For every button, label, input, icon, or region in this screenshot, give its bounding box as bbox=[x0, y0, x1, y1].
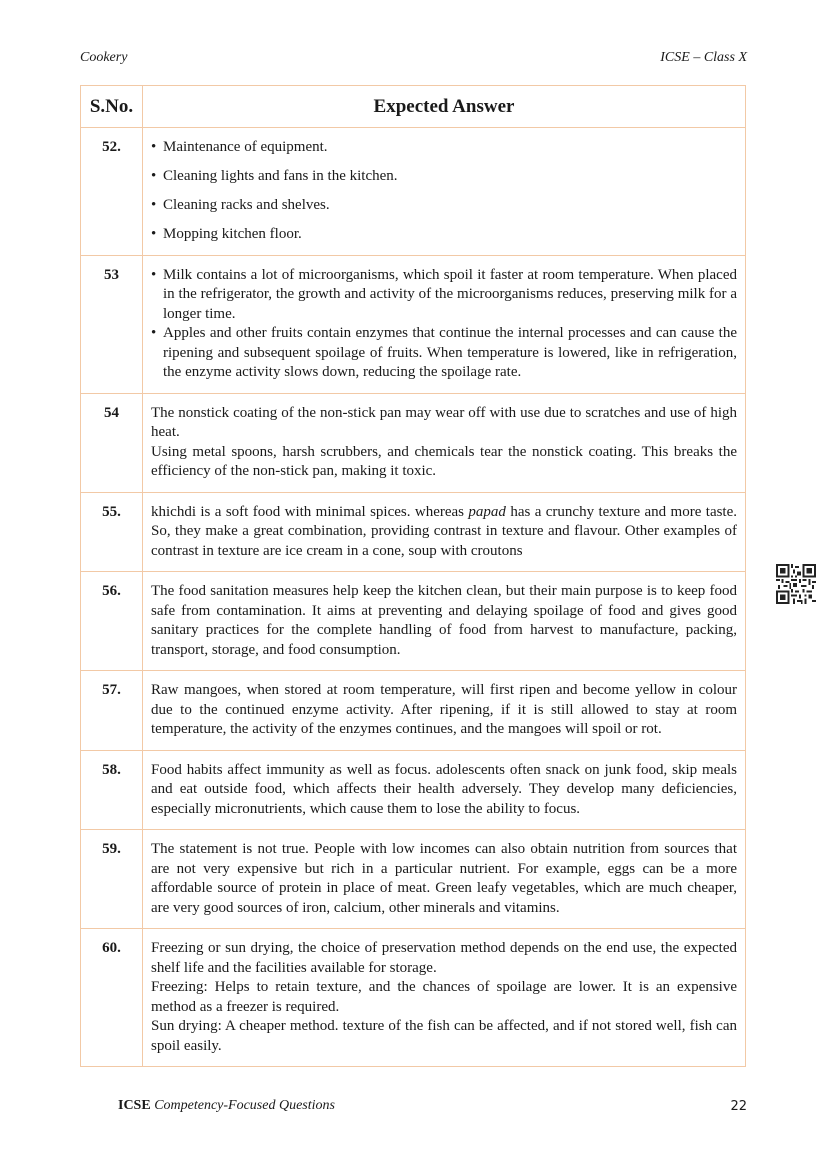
answer-table bbox=[80, 85, 746, 1067]
row-answer bbox=[143, 830, 746, 929]
row-number: 57. bbox=[81, 671, 143, 751]
answer-paragraph: The nonstick coating of the non-stick pan may wear off with use due to scratches and use of high heat. bbox=[151, 404, 737, 440]
list-item: • Milk contains a lot of microorganisms, which spoil it faster at room temperature. When placed in the refrigerator, the growth and activity of the microorganisms reduces, preserving milk for a longer time. bbox=[151, 266, 737, 325]
row-answer bbox=[143, 128, 746, 256]
list-item: • Cleaning lights and fans in the kitchen. bbox=[151, 167, 737, 187]
row-number: 55. bbox=[81, 492, 143, 572]
answer-text: khichdi is a soft food with minimal spices. whereas bbox=[151, 503, 469, 520]
answer-paragraph: Raw mangoes, when stored at room temperature, will first ripen and become yellow in colour due to the continued enzyme activity. After ripening, if it is still allowed to stay at room temperature, the activity of the enzymes continues, and the mangoes will spoil or rot. bbox=[151, 682, 737, 737]
table-row bbox=[81, 830, 746, 929]
page-number: 22 bbox=[730, 1099, 747, 1114]
answer-paragraph: Freezing: Helps to retain texture, and the chances of spoilage are lower. It is an expensive method as a freezer is required. bbox=[151, 979, 737, 1015]
row-number: 53 bbox=[81, 255, 143, 393]
table-row bbox=[81, 255, 746, 393]
answer-paragraph bbox=[151, 503, 737, 562]
header-subject: Cookery bbox=[80, 50, 128, 65]
col-header-sno: S.No. bbox=[81, 86, 143, 128]
col-header-answer: Expected Answer bbox=[143, 86, 746, 128]
list-item: • Cleaning racks and shelves. bbox=[151, 196, 737, 216]
row-answer bbox=[143, 255, 746, 393]
footer-title bbox=[118, 1098, 335, 1114]
list-item: • Apples and other fruits contain enzymes that continue the internal processes and can cause the ripening and subsequent spoilage of fruits. When temperature is lowered, like in refrigeration, the enzyme activity slows down, reducing the spoilage rate. bbox=[151, 324, 737, 383]
footer-brand: ICSE bbox=[118, 1098, 151, 1113]
answer-paragraph: The statement is not true. People with low incomes can also obtain nutrition from sources that are not very expensive but rich in a particular nutrient. For example, eggs can be a more affordable source of protein in place of meat. Green leafy vegetables, which are much cheaper, are very good sources of iron, calcium, other minerals and vitamins. bbox=[151, 841, 737, 916]
row-answer bbox=[143, 750, 746, 830]
answer-text: has a crunchy texture and more taste. So, they make a great combination, providing contrast in texture and flavour. Other examples of contrast in texture are ice cream in a cone, soup with croutons bbox=[151, 503, 738, 559]
row-number: 59. bbox=[81, 830, 143, 929]
qr-code-icon[interactable] bbox=[776, 564, 816, 604]
row-number: 60. bbox=[81, 929, 143, 1067]
table-row bbox=[81, 929, 746, 1067]
answer-paragraph: The food sanitation measures help keep the kitchen clean, but their main purpose is to keep food safe from contamination. It aims at preventing and delaying spoilage of food and gives good sanitary practices for the complete handling of food from harvest to manufacture, packing, transport, storage, and food consumption. bbox=[151, 583, 737, 658]
answer-paragraph: Sun drying: A cheaper method. texture of the fish can be affected, and if not stored well, fish can spoil easily. bbox=[151, 1018, 737, 1054]
row-number: 54 bbox=[81, 393, 143, 492]
row-answer bbox=[143, 671, 746, 751]
table-row bbox=[81, 492, 746, 572]
emphasis-term: papad bbox=[468, 503, 506, 520]
list-item: • Mopping kitchen floor. bbox=[151, 225, 737, 245]
table-row bbox=[81, 572, 746, 671]
list-item: • Maintenance of equipment. bbox=[151, 138, 737, 158]
table-row bbox=[81, 671, 746, 751]
row-number: 52. bbox=[81, 128, 143, 256]
row-number: 58. bbox=[81, 750, 143, 830]
table-header-row bbox=[81, 86, 746, 128]
row-number: 56. bbox=[81, 572, 143, 671]
table-row bbox=[81, 750, 746, 830]
row-answer bbox=[143, 929, 746, 1067]
row-answer bbox=[143, 492, 746, 572]
header-class: ICSE – Class X bbox=[660, 50, 747, 65]
answer-paragraph: Using metal spoons, harsh scrubbers, and chemicals tear the nonstick coating. This breaks the efficiency of the non-stick pan, making it toxic. bbox=[151, 443, 737, 479]
answer-paragraph: Freezing or sun drying, the choice of preservation method depends on the end use, the expected shelf life and the facilities available for storage. bbox=[151, 940, 737, 976]
footer-subtitle: Competency-Focused Questions bbox=[154, 1098, 335, 1113]
row-answer bbox=[143, 572, 746, 671]
answer-paragraph: Food habits affect immunity as well as focus. adolescents often snack on junk food, skip meals and eat outside food, which affects their health adversely. They develop many deficiencies, especially micronutrients, which cause them to lose the ability to focus. bbox=[151, 761, 737, 817]
row-answer bbox=[143, 393, 746, 492]
table-row bbox=[81, 128, 746, 256]
table-row bbox=[81, 393, 746, 492]
